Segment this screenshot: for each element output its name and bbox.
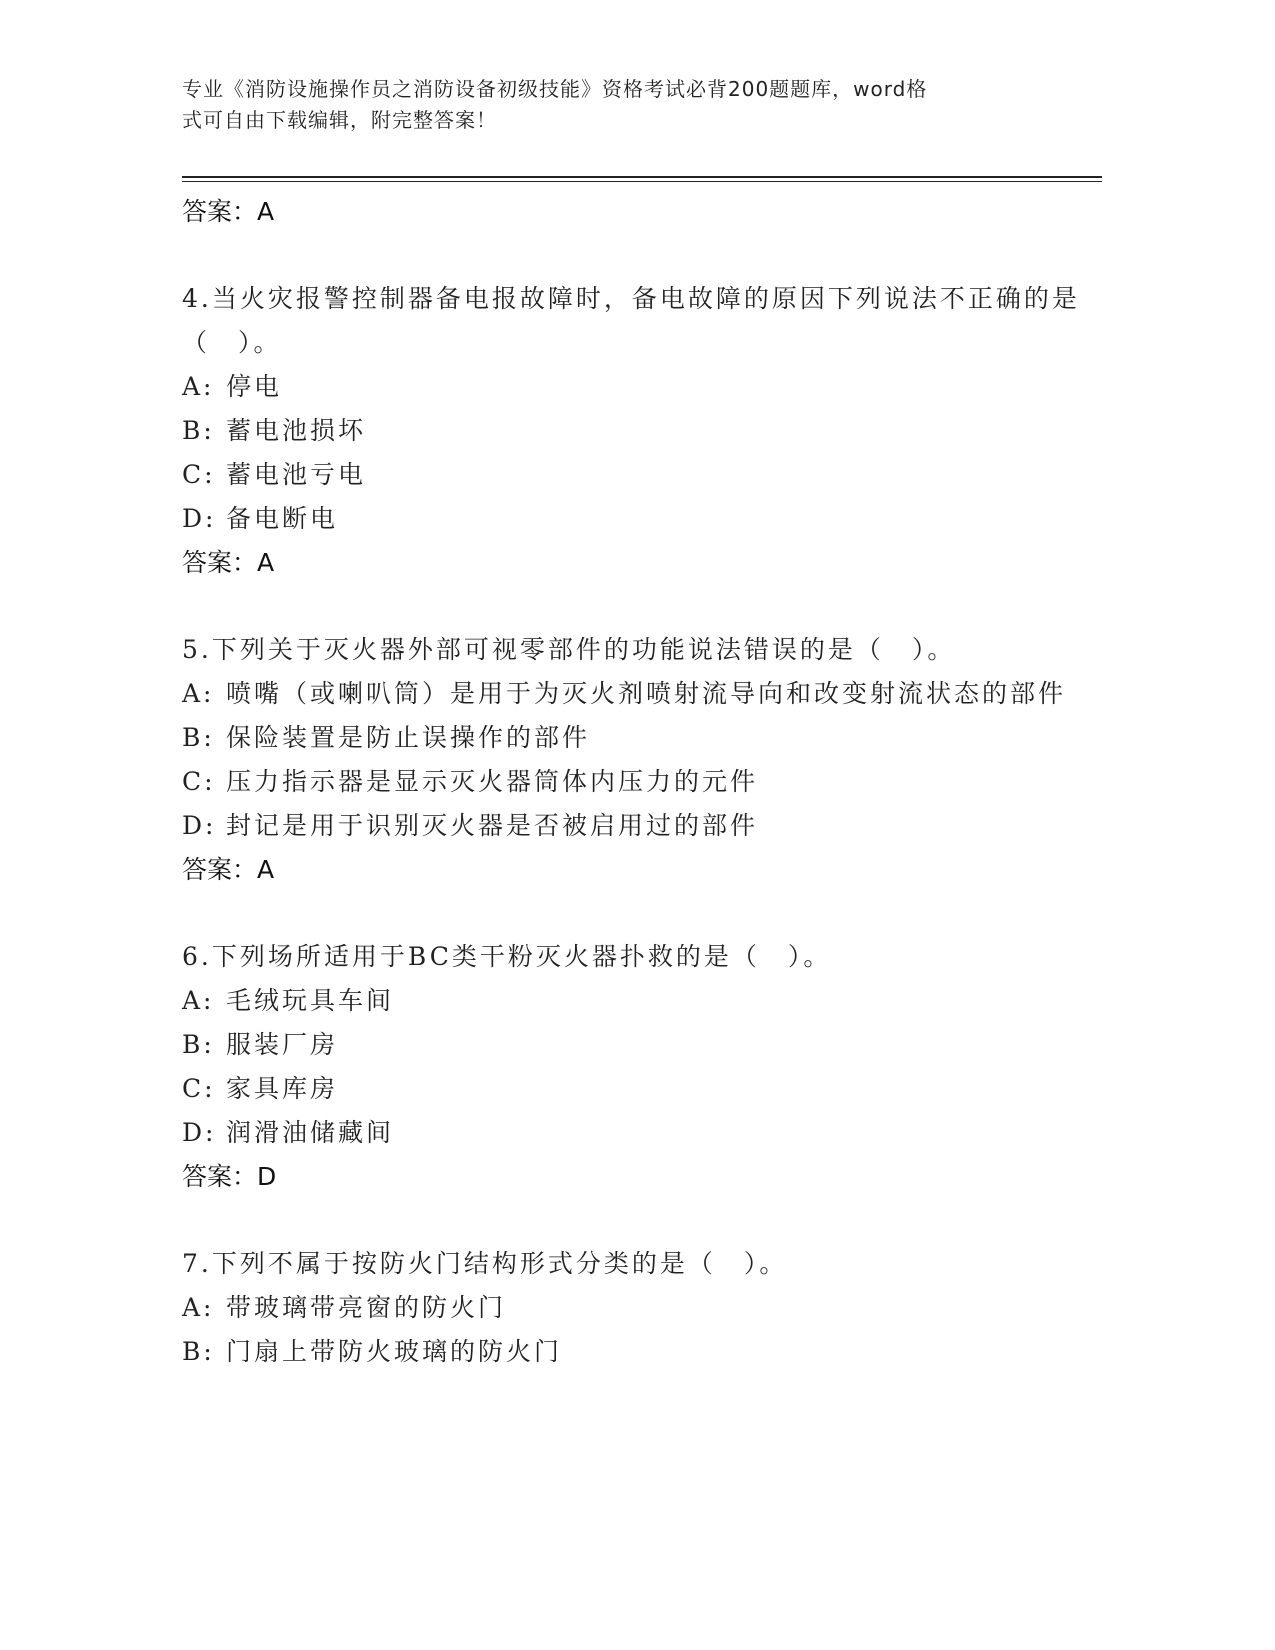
- block-spacer: [182, 585, 1082, 628]
- option-text: 家具库房: [226, 1074, 339, 1103]
- option-letter: A:: [182, 372, 215, 401]
- question-stem: 6.下列场所适用于BC类干粉灭火器扑救的是（ ）。: [182, 942, 832, 971]
- header-line-2: 式可自由下载编辑，附完整答案！: [182, 108, 497, 132]
- option-letter: D:: [182, 811, 217, 840]
- answer-option: [182, 1330, 1082, 1374]
- answer-option: [182, 497, 1082, 541]
- option-text: 压力指示器是显示灭火器筒体内压力的元件: [226, 767, 759, 796]
- option-text: 停电: [226, 372, 283, 401]
- answer-prev-question: 答案：A: [182, 197, 275, 226]
- option-letter: B:: [182, 416, 215, 445]
- option-letter: D:: [182, 504, 217, 533]
- question-block: [182, 277, 1082, 585]
- option-text: 门扇上带防火玻璃的防火门: [226, 1337, 563, 1366]
- option-text: 蓄电池亏电: [226, 460, 367, 489]
- option-letter: C:: [182, 460, 216, 489]
- header-divider-thick: [182, 176, 1102, 178]
- option-text: 服装厂房: [226, 1030, 339, 1059]
- option-text: 喷嘴（或喇叭筒）是用于为灭火剂喷射流导向和改变射流状态的部件: [226, 679, 1067, 708]
- question-answer: 答案：D: [182, 1162, 277, 1191]
- question-answer: 答案：A: [182, 548, 275, 577]
- answer-option: [182, 716, 1082, 760]
- option-text: 润滑油储藏间: [226, 1118, 395, 1147]
- option-letter: A:: [182, 986, 215, 1015]
- option-text: 保险装置是防止误操作的部件: [226, 723, 591, 752]
- option-text: 带玻璃带亮窗的防火门: [226, 1293, 507, 1322]
- question-answer: 答案：A: [182, 855, 275, 884]
- question-stem: 5.下列关于灭火器外部可视零部件的功能说法错误的是（ ）。: [182, 635, 956, 664]
- answer-option: [182, 1067, 1082, 1111]
- answer-option: [182, 760, 1082, 804]
- block-spacer: [182, 892, 1082, 935]
- question-block: [182, 628, 1082, 892]
- document-header: [182, 74, 1062, 136]
- option-letter: A:: [182, 1293, 215, 1322]
- answer-option: [182, 453, 1082, 497]
- option-text: 蓄电池损坏: [226, 416, 367, 445]
- option-text: 毛绒玩具车间: [226, 986, 395, 1015]
- answer-option: [182, 1286, 1082, 1330]
- option-text: 封记是用于识别灭火器是否被启用过的部件: [226, 811, 759, 840]
- answer-option: [182, 672, 1082, 716]
- question-stem: 7.下列不属于按防火门结构形式分类的是（ ）。: [182, 1249, 788, 1278]
- answer-option: [182, 979, 1082, 1023]
- answer-option: [182, 365, 1082, 409]
- block-spacer: [182, 1199, 1082, 1242]
- answer-option: [182, 1111, 1082, 1155]
- option-letter: B:: [182, 1337, 215, 1366]
- block-spacer: [182, 234, 1082, 277]
- question-block: [182, 935, 1082, 1199]
- option-text: 备电断电: [226, 504, 339, 533]
- option-letter: D:: [182, 1118, 217, 1147]
- option-letter: A:: [182, 679, 215, 708]
- option-letter: B:: [182, 1030, 215, 1059]
- header-line-1: 专业《消防设施操作员之消防设备初级技能》资格考试必背200题题库，word格: [182, 77, 928, 101]
- option-letter: C:: [182, 1074, 216, 1103]
- header-divider-thin: [182, 181, 1102, 182]
- question-list: [182, 190, 1082, 1374]
- question-block: [182, 1242, 1082, 1374]
- answer-option: [182, 409, 1082, 453]
- question-stem: 4.当火灾报警控制器备电报故障时，备电故障的原因下列说法不正确的是（ ）。: [182, 284, 1080, 357]
- answer-option: [182, 804, 1082, 848]
- option-letter: C:: [182, 767, 216, 796]
- option-letter: B:: [182, 723, 215, 752]
- answer-option: [182, 1023, 1082, 1067]
